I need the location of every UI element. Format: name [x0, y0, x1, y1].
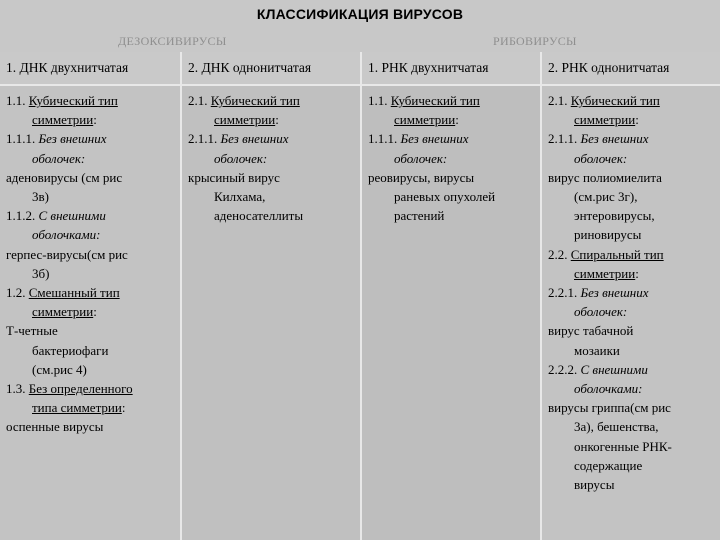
text-line: оболочек: [32, 150, 86, 166]
column-body [362, 86, 540, 225]
column-header: 2. РНК однонитчатая [542, 52, 720, 86]
column-header: 2. ДНК однонитчатая [182, 52, 360, 86]
text-line: симметрии: [32, 304, 97, 320]
text-line: раневых опухолей [394, 189, 496, 205]
text-line: аденосателлиты [214, 208, 304, 224]
text-line: 3в) [32, 189, 49, 205]
text-line: 2.2. Спиральный тип [548, 246, 664, 262]
column-body [542, 86, 720, 494]
group-label-riboviruses: РИБОВИРУСЫ [493, 34, 577, 48]
text-line: оболочек: [574, 150, 628, 166]
text-line: симметрии: [394, 112, 459, 128]
text-line: вирус полиомиелита [548, 169, 662, 185]
text-line: симметрии: [574, 265, 639, 281]
text-line: 2.1. Кубический тип [548, 93, 660, 108]
text-line: содержащие [574, 457, 643, 473]
column-rna-single-strand [540, 52, 720, 540]
text-line: 1.1.1. Без внешних [6, 131, 107, 147]
text-line: вирус табачной [548, 323, 634, 339]
text-line: вирусы гриппа(см рис [548, 400, 671, 416]
text-line: крысиный вирус [188, 169, 280, 185]
text-line: 2.2.1. Без внешних [548, 285, 649, 301]
text-line: аденовирусы (см рис [6, 169, 123, 185]
text-line: оболочками: [574, 381, 643, 397]
text-line: 1.1. Кубический тип [6, 93, 118, 108]
text-line: (см.рис 4) [32, 361, 87, 377]
text-line: 2.1. Кубический тип [188, 93, 300, 108]
text-line: герпес-вирусы(см рис [6, 246, 128, 262]
text-line: 1.1. Кубический тип [368, 93, 480, 108]
text-line: вирусы [574, 477, 615, 493]
text-line: 2.1.1. Без внешних [548, 131, 649, 147]
text-line: риновирусы [574, 227, 642, 243]
text-line: 1.2. Смешанный тип [6, 285, 120, 301]
column-dna-single-strand [180, 52, 360, 540]
text-line: 3а), бешенства, [574, 419, 659, 435]
text-line: онкогенные РНК- [574, 438, 672, 454]
text-line: Килхама, [214, 189, 266, 205]
text-line: оболочками: [32, 227, 101, 243]
column-body [182, 86, 360, 225]
text-line: оболочек: [574, 304, 628, 320]
text-line: энтеровирусы, [574, 208, 655, 224]
text-line: реовирусы, вирусы [368, 169, 475, 185]
text-line: симметрии: [214, 112, 279, 128]
text-line: 2.1.1. Без внешних [188, 131, 289, 147]
column-dna-double-strand [0, 52, 180, 540]
text-line: оболочек: [214, 150, 268, 166]
classification-table [0, 52, 720, 540]
text-line: 1.3. Без определенного [6, 381, 133, 397]
text-line: оболочек: [394, 150, 448, 166]
column-header: 1. ДНК двухнитчатая [0, 52, 180, 86]
text-line: бактериофаги [32, 342, 109, 358]
text-line: 1.1.1. Без внешних [368, 131, 469, 147]
group-label-deoxyviruses: ДЕЗОКСИВИРУСЫ [118, 34, 227, 48]
text-line: симметрии: [574, 112, 639, 128]
text-line: Т-четные [6, 323, 58, 339]
text-line: 3б) [32, 265, 50, 281]
text-line: оспенные вирусы [6, 419, 104, 435]
text-line: 1.1.2. С внешними [6, 208, 106, 224]
text-line: 2.2.2. С внешними [548, 361, 648, 377]
text-line: растений [394, 208, 445, 224]
text-line: (см.рис 3г), [574, 189, 638, 205]
column-rna-double-strand [360, 52, 540, 540]
text-line: мозаики [574, 342, 620, 358]
text-line: симметрии: [32, 112, 97, 128]
column-header: 1. РНК двухнитчатая [362, 52, 540, 86]
column-body [0, 86, 180, 437]
page-title: КЛАССИФИКАЦИЯ ВИРУСОВ [256, 6, 464, 22]
text-line: типа симметрии: [32, 400, 126, 416]
